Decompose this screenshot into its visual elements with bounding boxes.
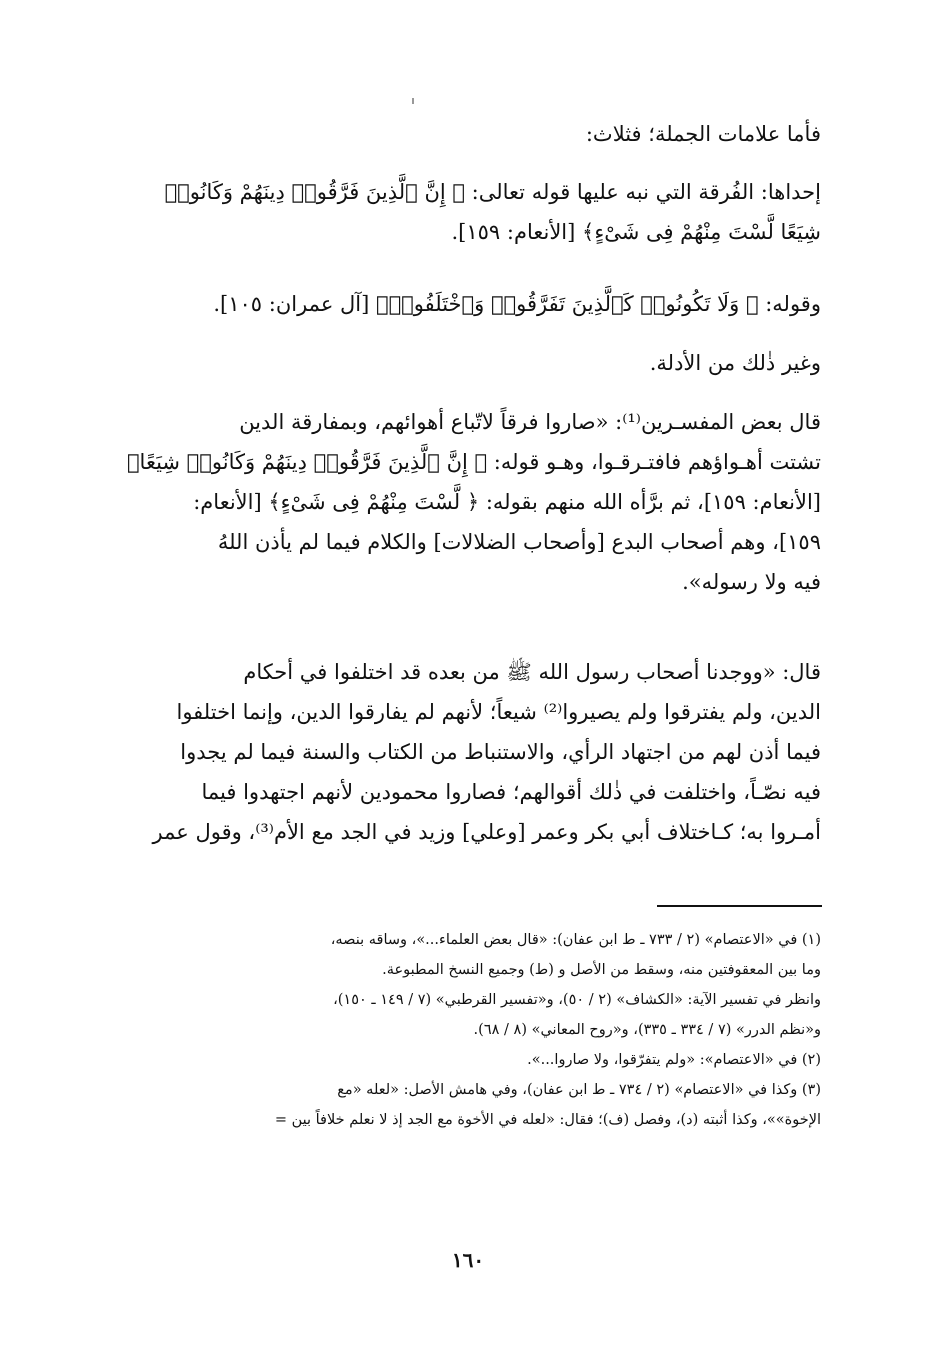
footnote-3-line-2: الإخوة»»، وكذا أثبته (د)، وفصل (ف)؛ فقال: «لعله في الأخوة مع الجد إذ لا نعلم خلافاً بين = — [274, 1112, 821, 1128]
footnotes — [113, 925, 821, 1135]
paragraph-5 — [113, 652, 821, 852]
page-number: ١٦٠ — [451, 1248, 485, 1272]
paragraph-4-line-1: قال بعض المفسـرين⁽¹⁾: «صاروا فرقاً لاتّباع أهوائهم، وبمفارقة الدين — [239, 410, 821, 434]
paragraph-1 — [113, 172, 821, 252]
paragraph-2 — [113, 284, 821, 324]
paragraph-4 — [113, 402, 821, 602]
paragraph-1-line-1: إحداها: الفُرقة التي نبه عليها قوله تعالى: ﴿ إِنَّ ٱلَّذِينَ فَرَّقُوا۟ دِينَهُمْ وَكَانُوا۟ — [164, 180, 821, 204]
paragraph-4-line-5: فيه ولا رسوله». — [682, 570, 821, 594]
paragraph-4-line-4: ١٥٩]، وهم أصحاب البدع [وأصحاب الضلالات] والكلام فيما لم يأذن اللهُ — [217, 530, 821, 554]
footnote-1-line-4: و«نظم الدرر» (٧ / ٣٣٤ ـ ٣٣٥)، و«روح المعاني» (٨ / ٦٨). — [473, 1022, 821, 1038]
paragraph-1-line-2: شِيَعًا لَّسْتَ مِنْهُمْ فِى شَىْءٍ﴾ [الأنعام: ١٥٩]. — [451, 220, 821, 244]
paragraph-2-line: وقوله: ﴿ وَلَا تَكُونُوا۟ كَٱلَّذِينَ تَفَرَّقُوا۟ وَٱخْتَلَفُوا۟﴾ [آل عمران: ١٠٥]. — [213, 292, 821, 316]
paragraph-5-line-5: أمـروا به؛ كـاختلاف أبي بكر وعمر [وعلي] وزيد في الجد مع الأم⁽³⁾، وقول عمر — [152, 820, 821, 844]
footnote-2-line-1: (٢) في «الاعتصام»: «ولم يتفرّقوا، ولا صاروا...». — [527, 1052, 821, 1068]
section-heading — [113, 114, 821, 154]
paragraph-3 — [113, 343, 821, 383]
paragraph-5-line-3: فيما أذن لهم من اجتهاد الرأي، والاستنباط من الكتاب والسنة فيما لم يجدوا — [180, 740, 821, 764]
footnote-3-line-1: (٣) وكذا في «الاعتصام» (٢ / ٧٣٤ ـ ط ابن عفان)، وفي هامش الأصل: «لعله «مع — [337, 1082, 821, 1098]
paragraph-5-line-2: الدين، ولم يفترقوا ولم يصيروا⁽²⁾ شيعاً؛ لأنهم لم يفارقوا الدين، وإنما اختلفوا — [176, 700, 821, 724]
paragraph-3-line: وغير ذٰلك من الأدلة. — [649, 351, 821, 375]
paragraph-5-line-4: فيه نصّـاً، واختلفت في ذٰلك أقوالهم؛ فصاروا محمودين لأنهم اجتهدوا فيما — [201, 780, 821, 804]
scan-speck — [412, 98, 414, 104]
paragraph-4-line-2: تشتت أهـواؤهم فافتـرقـوا، وهـو قوله: ﴿ إِنَّ ٱلَّذِينَ فَرَّقُوا۟ دِينَهُمْ وَكَانُوا۟ شِيَعًا﴾ — [126, 450, 821, 474]
footnote-1-line-3: وانظر في تفسير الآية: «الكشاف» (٢ / ٥٠)، و«تفسير القرطبي» (٧ / ١٤٩ ـ ١٥٠)، — [333, 992, 821, 1008]
footnote-1-line-2: وما بين المعقوفتين منه، وسقط من الأصل و (ط) وجميع النسخ المطبوعة. — [382, 962, 821, 978]
footnote-1-line-1: (١) في «الاعتصام» (٢ / ٧٣٣ ـ ط ابن عفان): «قال بعض العلماء...»، وساقه بنصه، — [330, 932, 821, 948]
footnote-separator — [657, 905, 822, 907]
heading-line: فأما علامات الجملة؛ فثلاث: — [585, 122, 821, 146]
paragraph-5-line-1: قال: «ووجدنا أصحاب رسول الله ﷺ من بعده قد اختلفوا في أحكام — [243, 660, 821, 684]
paragraph-4-line-3: [الأنعام: ١٥٩]، ثم برَّأه الله منهم بقوله: ﴿ لَّسْتَ مِنْهُمْ فِى شَىْءٍ﴾ [الأنعام: — [193, 490, 821, 514]
